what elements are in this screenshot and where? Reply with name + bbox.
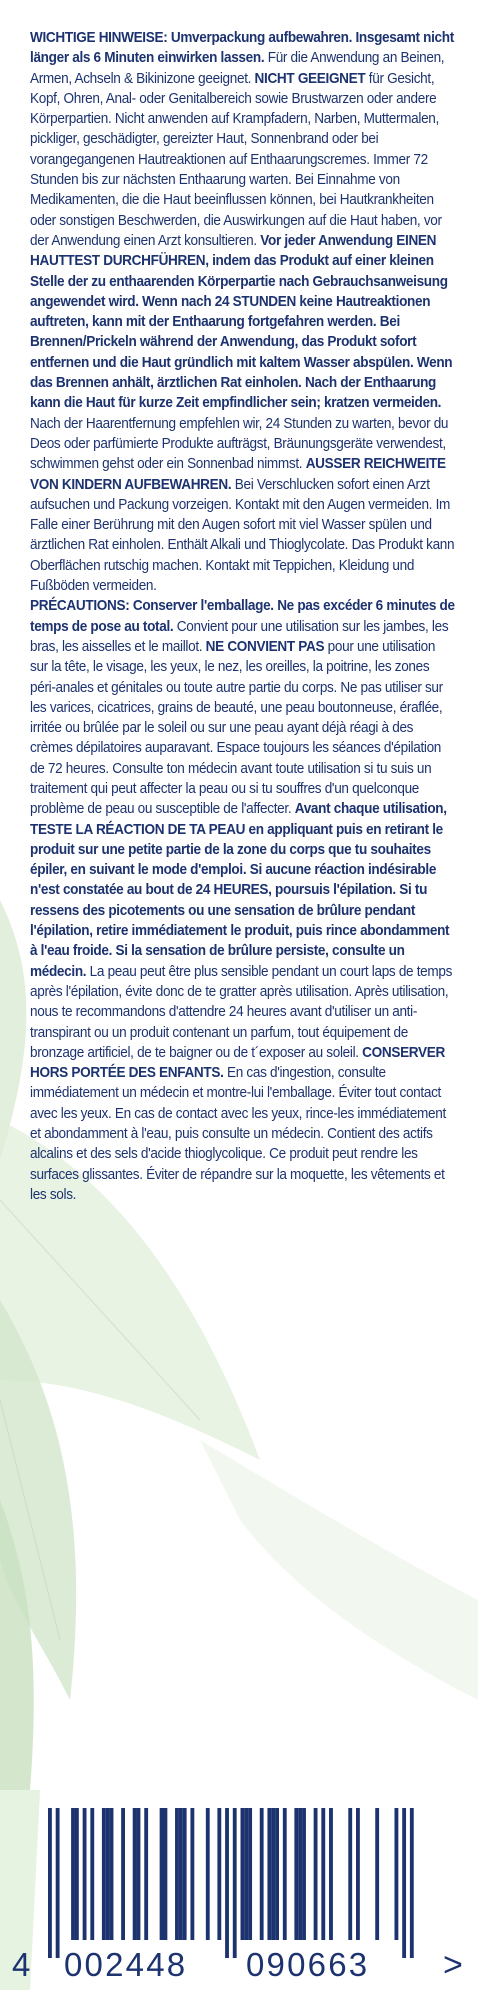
barcode-bar	[356, 1808, 360, 1940]
german-warnings: WICHTIGE HINWEISE: Umverpackung aufbewahren. Insgesamt nicht länger als 6 Minuten einwirken lassen. Für die Anwendung an Beinen, Armen, Achseln & Bikinizone geeignet. NICHT GEEIGNET für Gesicht, Kopf, Ohren, Anal- oder Genitalbereich sowie Brustwarzen oder andere Körperpartien. Nicht anwenden auf Krampfadern, Narben, Muttermalen, pickliger, geschädigter, gereizter Haut, Sonnenbrand oder bei vorangegangenen Hautreaktionen auf Enthaarungscremes. Immer 72 Stunden bis zur nächsten Enthaarung warten. Bei Einnahme von Medikamenten, die die Haut beeinflussen können, bei Hautkrankheiten oder sonstigen Beschwerden, die Auswirkungen auf die Haut haben, vor der Anwendung einen Arzt konsultieren. Vor jeder Anwendung EINEN HAUTTEST DURCHFÜHREN, indem das Produkt auf einer kleinen Stelle der zu enthaarenden Körperpartie nach Gebrauchsanweisung angewendet wird. Wenn nach 24 STUNDEN keine Hautreaktionen auftreten, kann mit der Enthaarung fortgefahren werden. Bei Brennen/Prickeln während der Anwendung, das Produkt sofort entfernen und die Haut gründlich mit kaltem Wasser abspülen. Wenn das Brennen anhält, ärztlichen Rat einholen. Nach der Enthaarung kann die Haut für kurze Zeit empfindlicher sein; kratzen vermeiden. Nach der Haarentfernung empfehlen wir, 24 Stunden zu warten, bevor du Deos oder parfümierte Produkte aufträgst, Bräunungsgeräte verwendest, schwimmen gehst oder ein Sonnenbad nimmst. AUSSER REICHWEITE VON KINDERN AUFBEWAHREN. Bei Verschlucken sofort einen Arzt aufsuchen und Packung vorzeigen. Kontakt mit den Augen vermeiden. Im Falle einer Berührung mit den Augen sofort mit viel Wasser spülen und ärztlichen Rat einholen. Enthält Alkali und Thioglycolate. Das Produkt kann Oberflächen rutschig machen. Kontakt mit Teppichen, Kleidung und Fußböden vermeiden.	[30, 30, 455, 595]
barcode-bar	[248, 1808, 252, 1940]
barcode-bar	[160, 1808, 164, 1940]
barcode-bar	[144, 1808, 148, 1940]
barcode-bar	[106, 1808, 110, 1940]
barcode-guard-bar	[233, 1808, 237, 1958]
barcode-bar	[217, 1808, 221, 1940]
barcode-bar	[321, 1808, 325, 1940]
barcode-guard-bar	[56, 1808, 60, 1958]
barcode-bar	[375, 1808, 379, 1940]
barcode-bar	[179, 1808, 183, 1940]
barcode-bar	[244, 1808, 248, 1940]
barcode-left-group: 002448	[64, 1946, 188, 1983]
barcode-bar	[302, 1808, 306, 1940]
barcode-bar	[190, 1808, 194, 1940]
barcode-bar	[314, 1808, 318, 1940]
barcode-bar	[267, 1808, 271, 1940]
barcode-bar	[137, 1808, 141, 1940]
de-heading: WICHTIGE HINWEISE: Umverpackung aufbewahren. Insgesamt nicht länger als 6 Minuten einwirken lassen.	[30, 30, 454, 67]
barcode-bar	[395, 1808, 399, 1940]
barcode-bar	[241, 1808, 245, 1940]
barcode-arrow-icon: >	[443, 1946, 463, 1984]
barcode-bar	[75, 1808, 79, 1940]
barcode-bar	[298, 1808, 302, 1940]
barcode-bar	[260, 1808, 264, 1940]
barcode-bar	[275, 1808, 279, 1940]
barcode-bar	[110, 1808, 114, 1940]
barcode-bar	[90, 1808, 94, 1940]
barcode-bar	[102, 1808, 106, 1940]
barcode-guard-bar	[48, 1808, 52, 1958]
barcode-bar	[121, 1808, 125, 1940]
barcode-bar	[164, 1808, 168, 1940]
barcode-guard-bar	[410, 1808, 414, 1958]
barcode-bar	[83, 1808, 87, 1940]
barcode-bar	[294, 1808, 298, 1940]
barcode-bar	[271, 1808, 275, 1940]
barcode-guard-bar	[225, 1808, 229, 1958]
french-warnings: PRÉCAUTIONS: Conserver l'emballage. Ne pas excéder 6 minutes de temps de pose au total. Convient pour une utilisation sur les jambes, les bras, les aisselles et le maillot. NE CONVIENT PAS pour une utilisation sur la tête, le visage, les yeux, le nez, les oreilles, la poitrine, les zones péri-anales et génitales ou toute autre partie du corps. Ne pas utiliser sur les varices, cicatrices, grains de beauté, une peau boutonneuse, éraflée, irritée ou brûlée par le soleil ou sur une peau ayant déjà réagi à des crèmes dépilatoires auparavant. Espace toujours les séances d'épilation de 72 heures. Consulte ton médecin avant toute utilisation si tu suis un traitement qui peut affecter la peau ou si tu souffres d'un quelconque problème de peau ou susceptible de l'affecter. Avant chaque utilisation, TESTE LA RÉACTION DE TA PEAU en appliquant puis en retirant le produit sur une petite partie de la zone du corps que tu souhaites épiler, en suivant le mode d'emploi. Si aucune réaction indésirable n'est constatée au bout de 24 HEURES, poursuis l'épilation. Si tu ressens des picotements ou une sensation de brûlure pendant l'épilation, retire immédiatement le produit, puis rince abondamment à l'eau froide. Si la sensation de brûlure persiste, consulte un médecin. La peau peut être plus sensible pendant un court laps de temps après l'épilation, évite donc de te gratter après utilisation. Après utilisation, nous te recommandons d'attendre 24 heures avant d'utiliser un anti-transpirant ou un produit contenant un parfum, tout équipement de bronzage artificiel, de te baigner ou de t´exposer au soleil. CONSERVER HORS PORTÉE DES ENFANTS. En cas d'ingestion, consulte immédiatement un médecin et montre-lui l'emballage. Éviter tout contact avec les yeux. En cas de contact avec les yeux, rince-les immédiatement et abondamment à l'eau, puis consulte un médecin. Contient des actifs alcalins et des sels d'acide thioglycolique. Ce produit peut rendre les surfaces glissantes. Éviter de répandre sur la moquette, les vêtements et les sols.	[30, 598, 455, 1203]
barcode-bar	[348, 1808, 352, 1940]
barcode-bar	[133, 1808, 137, 1940]
barcode-bar	[206, 1808, 210, 1940]
barcode-bar	[329, 1808, 333, 1940]
instructions-text	[30, 28, 455, 1205]
barcode-bar	[183, 1808, 187, 1940]
barcode-bar	[283, 1808, 287, 1940]
barcode-bar	[175, 1808, 179, 1940]
fr-heading: PRÉCAUTIONS: Conserver l'emballage. Ne pas excéder 6 minutes de temps de pose au total.	[30, 598, 455, 635]
barcode-number	[0, 1946, 478, 1986]
barcode-first-digit: 4	[12, 1946, 31, 1983]
barcode-bars	[18, 1808, 458, 1958]
barcode	[0, 1808, 478, 1990]
barcode-bar	[71, 1808, 75, 1940]
barcode-guard-bar	[402, 1808, 406, 1958]
barcode-right-group: 090663	[246, 1946, 370, 1983]
